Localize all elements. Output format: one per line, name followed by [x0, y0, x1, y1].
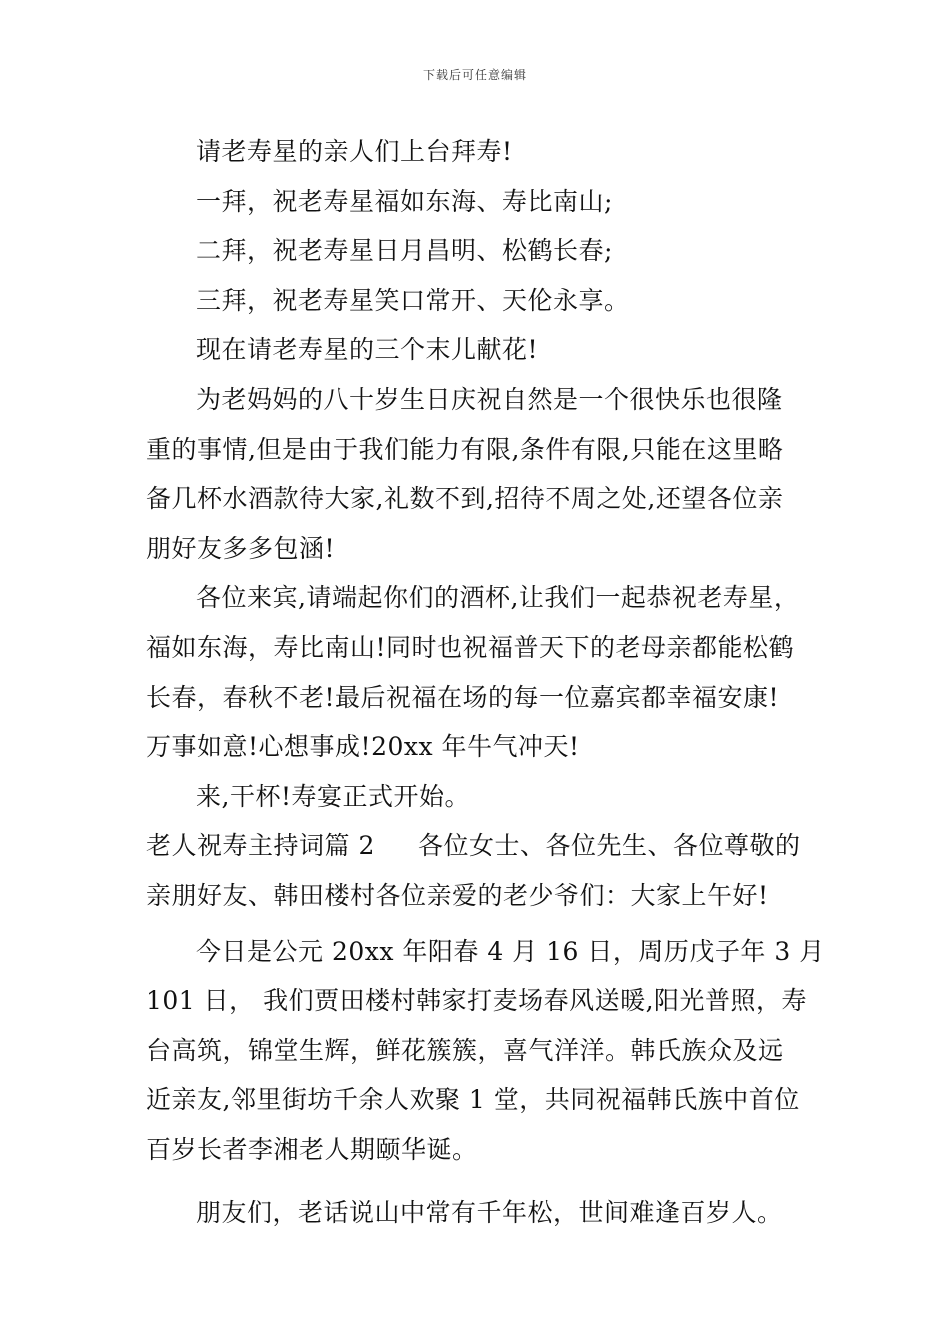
- paragraph-start-line: 今日是公元 20xx 年阳春 4 月 16 日，周历戊子年 3 月: [196, 936, 825, 966]
- text-line: 重的事情,但是由于我们能力有限,条件有限,只能在这里略: [146, 434, 784, 464]
- text-line: 101 日， 我们贾田楼村韩家打麦场春风送暖,阳光普照，寿: [146, 986, 808, 1016]
- text-line: 一拜，祝老寿星福如东海、寿比南山;: [196, 186, 613, 216]
- paragraph-start-line: 朋友们，老话说山中常有千年松，世间难逢百岁人。: [196, 1198, 783, 1228]
- paragraph-start-line: 各位来宾,请端起你们的酒杯,让我们一起恭祝老寿星，: [196, 583, 800, 613]
- text-line: 台高筑，锦堂生辉，鲜花簇簇，喜气洋洋。韩氏族众及远: [146, 1035, 784, 1065]
- text-line: 现在请老寿星的三个末儿献花!: [196, 335, 539, 365]
- text-line: 近亲友,邻里街坊千余人欢聚 1 堂，共同祝福韩氏族中首位: [146, 1085, 800, 1115]
- text-line: 来,干杯!寿宴正式开始。: [196, 781, 470, 811]
- text-line: 朋好友多多包涵!: [146, 533, 336, 563]
- text-line: 三拜，祝老寿星笑口常开、天伦永享。: [196, 285, 630, 315]
- page-header: 下载后可任意编辑: [422, 68, 527, 82]
- paragraph-start-line: 为老妈妈的八十岁生日庆祝自然是一个很快乐也很隆: [196, 384, 783, 414]
- text-line: 请老寿星的亲人们上台拜寿!: [196, 137, 513, 166]
- text-line: 长春，春秋不老!最后祝福在场的每一位嘉宾都幸福安康!: [146, 682, 780, 712]
- document-body: [146, 127, 825, 1238]
- spacer: [146, 1174, 806, 1188]
- text-line: 万事如意!心想事成!20xx 年牛气冲天!: [146, 732, 580, 762]
- text-line: 二拜，祝老寿星日月昌明、松鹤长春;: [196, 236, 613, 266]
- section-heading-line: [146, 821, 806, 871]
- text-line: 百岁长者李湘老人期颐华诞。: [146, 1134, 478, 1164]
- section-heading-continuation: 各位女士、各位先生、各位尊敬的: [418, 831, 801, 861]
- text-line: 亲朋好友、韩田楼村各位亲爱的老少爷们：大家上午好!: [146, 880, 769, 910]
- text-line: 福如东海，寿比南山!同时也祝福普天下的老母亲都能松鹤: [146, 632, 795, 662]
- text-line: 备几杯水酒款待大家,礼数不到,招待不周之处,还望各位亲: [146, 484, 784, 514]
- section-heading: 老人祝寿主持词篇 2: [146, 831, 375, 861]
